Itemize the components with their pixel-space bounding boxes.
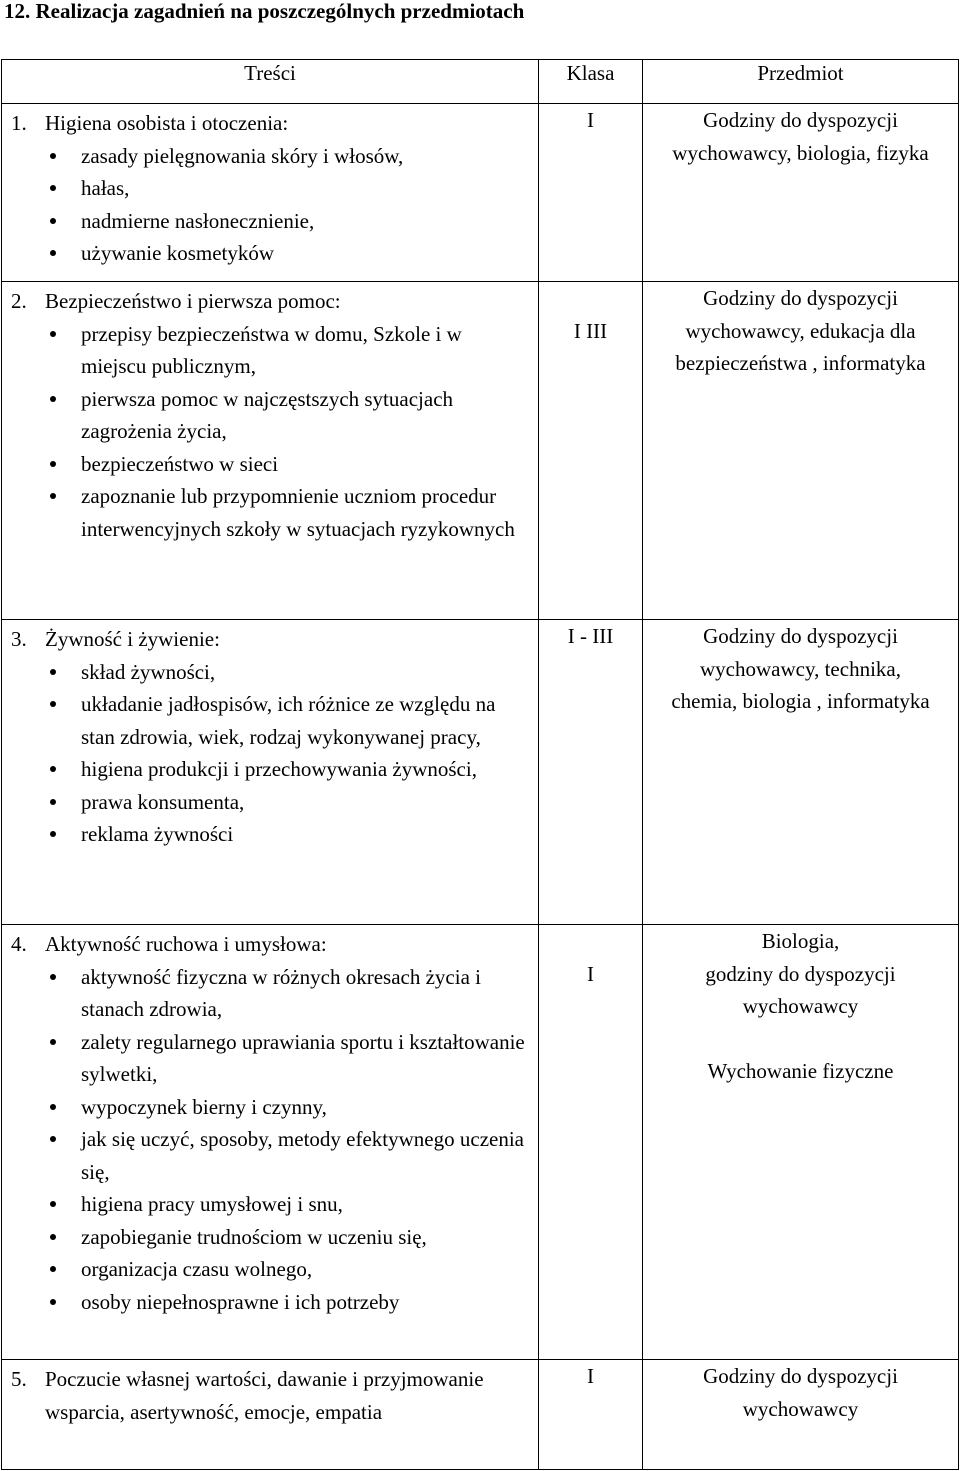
bullet-icon bbox=[50, 974, 56, 980]
list-item: wypoczynek bierny i czynny, bbox=[2, 1091, 538, 1124]
list-item: zapoznanie lub przypomnienie uczniom procedur interwencyjnych szkoły w sytuacjach ryzykownych bbox=[2, 480, 538, 545]
list-item: higiena produkcji i przechowywania żywności, bbox=[2, 753, 538, 786]
klasa-cell: I bbox=[539, 925, 643, 1360]
bullet-icon bbox=[50, 766, 56, 772]
klasa-cell: I bbox=[539, 1360, 643, 1470]
table-row bbox=[2, 1360, 959, 1470]
tresci-cell bbox=[2, 282, 539, 620]
bullet-icon bbox=[50, 831, 56, 837]
bullet-icon bbox=[50, 1266, 56, 1272]
list-item: osoby niepełnosprawne i ich potrzeby bbox=[2, 1286, 538, 1319]
topic-title-text: Żywność i żywienie: bbox=[45, 627, 220, 651]
bullet-icon bbox=[50, 1299, 56, 1305]
topic-title bbox=[2, 107, 538, 140]
list-item: organizacja czasu wolnego, bbox=[2, 1253, 538, 1286]
list-item: prawa konsumenta, bbox=[2, 786, 538, 819]
table-row bbox=[2, 925, 959, 1360]
topic-title-text: Higiena osobista i otoczenia: bbox=[45, 111, 289, 135]
table-row bbox=[2, 104, 959, 282]
topic-title bbox=[2, 623, 538, 656]
header-przedmiot: Przedmiot bbox=[643, 60, 959, 104]
topic-title bbox=[2, 285, 538, 318]
przedmiot-cell: Godziny do dyspozycji wychowawcy, technika, chemia, biologia , informatyka bbox=[643, 620, 959, 925]
bullet-icon bbox=[50, 1039, 56, 1045]
tresci-cell bbox=[2, 104, 539, 282]
bullet-icon bbox=[50, 799, 56, 805]
topic-title-text: Poczucie własnej wartości, dawanie i przyjmowanie wsparcia, asertywność, emocje, empatia bbox=[45, 1367, 484, 1424]
topic-number: 1. bbox=[11, 111, 27, 135]
section-heading: 12. Realizacja zagadnień na poszczególnych przedmiotach bbox=[4, 0, 525, 23]
list-item: zasady pielęgnowania skóry i włosów, bbox=[2, 140, 538, 173]
bullet-icon bbox=[50, 1201, 56, 1207]
klasa-cell: I bbox=[539, 104, 643, 282]
bullet-icon bbox=[50, 701, 56, 707]
list-item: bezpieczeństwo w sieci bbox=[2, 448, 538, 481]
list-item: zalety regularnego uprawiania sportu i kształtowanie sylwetki, bbox=[2, 1026, 538, 1091]
table-row bbox=[2, 620, 959, 925]
tresci-cell bbox=[2, 1360, 539, 1470]
table-row bbox=[2, 282, 959, 620]
list-item: reklama żywności bbox=[2, 818, 538, 851]
przedmiot-cell: Godziny do dyspozycji wychowawcy, edukacja dla bezpieczeństwa , informatyka bbox=[643, 282, 959, 620]
bullet-icon bbox=[50, 669, 56, 675]
przedmiot-cell: Godziny do dyspozycji wychowawcy, biologia, fizyka bbox=[643, 104, 959, 282]
header-tresci: Treści bbox=[2, 60, 539, 104]
topic-number: 4. bbox=[11, 932, 27, 956]
list-item: skład żywności, bbox=[2, 656, 538, 689]
topic-number: 5. bbox=[11, 1367, 27, 1391]
przedmiot-cell: Godziny do dyspozycji wychowawcy bbox=[643, 1360, 959, 1470]
list-item: nadmierne nasłonecznienie, bbox=[2, 205, 538, 238]
bullet-icon bbox=[50, 1104, 56, 1110]
list-item: pierwsza pomoc w najczęstszych sytuacjach zagrożenia życia, bbox=[2, 383, 538, 448]
topic-number: 2. bbox=[11, 289, 27, 313]
list-item: zapobieganie trudnościom w uczeniu się, bbox=[2, 1221, 538, 1254]
tresci-cell bbox=[2, 925, 539, 1360]
klasa-cell: I - III bbox=[539, 620, 643, 925]
bullet-icon bbox=[50, 493, 56, 499]
bullet-icon bbox=[50, 331, 56, 337]
topic-title-text: Bezpieczeństwo i pierwsza pomoc: bbox=[45, 289, 341, 313]
bullet-icon bbox=[50, 250, 56, 256]
topic-number: 3. bbox=[11, 627, 27, 651]
topic-title-text: Aktywność ruchowa i umysłowa: bbox=[45, 932, 327, 956]
bullet-icon bbox=[50, 396, 56, 402]
topics-table bbox=[1, 59, 959, 1470]
list-item: używanie kosmetyków bbox=[2, 237, 538, 270]
header-klasa: Klasa bbox=[539, 60, 643, 104]
list-item: układanie jadłospisów, ich różnice ze względu na stan zdrowia, wiek, rodzaj wykonywanej pracy, bbox=[2, 688, 538, 753]
bullet-icon bbox=[50, 461, 56, 467]
list-item: przepisy bezpieczeństwa w domu, Szkole i w miejscu publicznym, bbox=[2, 318, 538, 383]
bullet-icon bbox=[50, 218, 56, 224]
list-item: higiena pracy umysłowej i snu, bbox=[2, 1188, 538, 1221]
bullet-icon bbox=[50, 1234, 56, 1240]
klasa-cell: I III bbox=[539, 282, 643, 620]
tresci-cell bbox=[2, 620, 539, 925]
przedmiot-cell: Biologia, godziny do dyspozycji wychowawcy Wychowanie fizyczne bbox=[643, 925, 959, 1360]
list-item: jak się uczyć, sposoby, metody efektywnego uczenia się, bbox=[2, 1123, 538, 1188]
bullet-icon bbox=[50, 185, 56, 191]
table-header-row bbox=[2, 60, 959, 104]
list-item: hałas, bbox=[2, 172, 538, 205]
bullet-icon bbox=[50, 1136, 56, 1142]
topic-title bbox=[2, 1363, 538, 1428]
bullet-icon bbox=[50, 153, 56, 159]
topic-title bbox=[2, 928, 538, 961]
list-item: aktywność fizyczna w różnych okresach życia i stanach zdrowia, bbox=[2, 961, 538, 1026]
